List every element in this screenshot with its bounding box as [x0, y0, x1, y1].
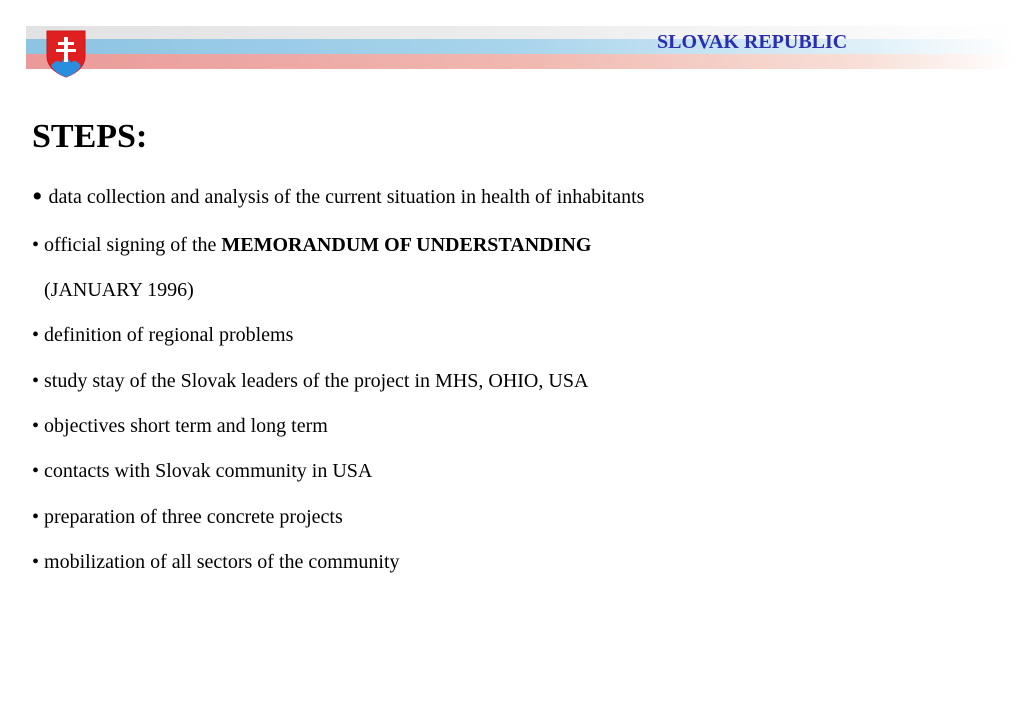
bullet: •	[32, 234, 40, 256]
item-text: study stay of the Slovak leaders of the project in MHS, OHIO, USA	[44, 370, 589, 392]
bullet: •	[32, 180, 43, 213]
item-text: definition of regional problems	[44, 324, 294, 346]
coat-of-arms-icon	[46, 30, 86, 78]
header-band-red	[26, 54, 1016, 69]
page-title: STEPS:	[32, 118, 148, 155]
item-text: objectives short term and long term	[44, 415, 328, 437]
list-item	[32, 234, 591, 257]
item-text: official signing of the	[44, 234, 222, 256]
header-band-white	[26, 26, 1016, 39]
header-band-blue	[26, 39, 1016, 54]
item-bold-text: MEMORANDUM OF UNDERSTANDING	[221, 234, 592, 256]
list-item	[32, 506, 343, 529]
item-text: mobilization of all sectors of the community	[44, 551, 400, 573]
item-text: contacts with Slovak community in USA	[44, 460, 373, 482]
list-item	[32, 551, 400, 574]
bullet: •	[32, 506, 40, 528]
item-text: preparation of three concrete projects	[44, 506, 343, 528]
country-title: SLOVAK REPUBLIC	[657, 31, 848, 53]
bullet: •	[32, 370, 40, 392]
bullet: •	[32, 551, 40, 573]
list-item	[32, 324, 293, 347]
list-item	[32, 180, 644, 214]
item-text: data collection and analysis of the current situation in health of inhabitants	[48, 186, 645, 208]
list-item	[32, 460, 372, 483]
bullet: •	[32, 324, 40, 346]
list-item-continuation: (JANUARY 1996)	[44, 279, 194, 301]
bullet: •	[32, 415, 40, 437]
list-item	[32, 370, 588, 393]
bullet: •	[32, 460, 40, 482]
list-item	[32, 415, 328, 438]
